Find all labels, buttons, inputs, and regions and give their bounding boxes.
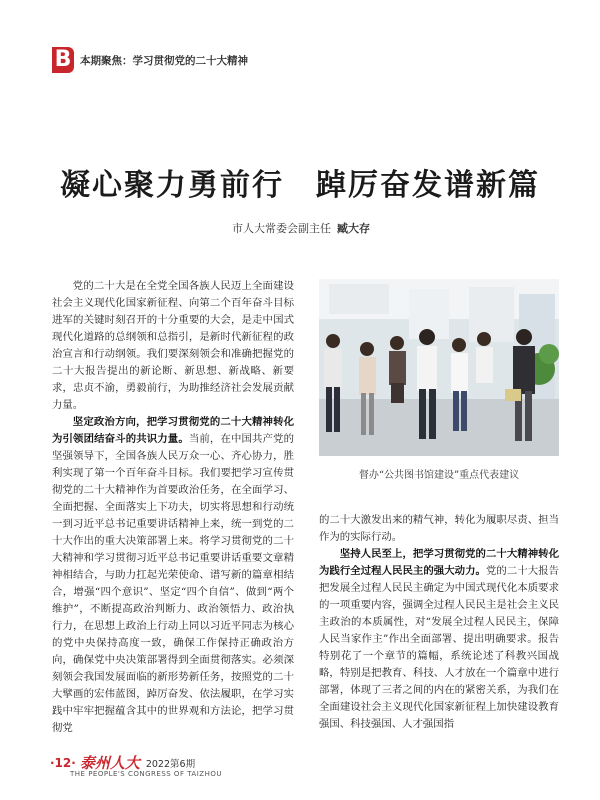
paragraph-lead: 坚持人民至上，把学习贯彻党的二十大精神转化为践行全过程人民民主的强大动力。 (319, 548, 559, 577)
paragraph-body: 当前，在中国共产党的坚强领导下，全国各族人民万众一心、齐心协力，胜利实现了第一个百年奋斗目标。我们要把学习宣传贯彻党的二十大精神作为首要政治任务，在全面学习、全面把握、全面落实上下功夫，切实将思想和行动统一到习近平总书记重要讲话精神上来，统一到党的二十大作出的重大决策部署上来。将学习贯彻党的二十大精神和学习贯彻习近平总书记重要讲话重要文章精神相结合，与助力扛起光荣使命、谱写新的篇章相结合，增强“四个意识”、坚定“四个自信”、做到“两个维护”，不断提高政治判断力、政治领悟力、政治执行力，在思想上政治上行动上同以习近平同志为核心的党中央保持高度一致，确保工作保持正确政治方向，确保党中央决策部署得到全面贯彻落实。必须深刻领会我国发展面临的新形势新任务，按照党的二十大擘画的宏伟蓝图，踔厉奋发、依法履职，在学习实践中牢牢把握蕴含其中的世界观和方法论，把学习贯彻党 (52, 433, 294, 734)
paragraph-body: 党的二十大报告把发展全过程人民民主确定为中国式现代化本质要求的一项重要内容，强调全过程人民民主是社会主义民主政治的本质属性，对“发展全过程人民民主，保障人民当家作主”作出全面部署、提出明确要求。报告特别花了一个章节的篇幅，系统论述了科教兴国战略，特别是把教育、科技、人才放在一个篇章中进行部署，体现了三者之间的内在的紧密关系，为我们在全面建设社会主义现代化国家新征程上加快建设教育强国、科技强国、人才强国指 (319, 565, 560, 730)
paragraph-lead: 坚定政治方向，把学习贯彻党的二十大精神转化为引领团结奋斗的共识力量。 (52, 416, 294, 445)
section-label: 本期聚焦：学习贯彻党的二十大精神 (80, 54, 248, 67)
photo-illustration (319, 279, 559, 456)
paragraph (319, 546, 559, 733)
magazine-english-name: THE PEOPLE'S CONGRESS OF TAIZHOU (70, 770, 222, 778)
section-header (52, 47, 248, 73)
left-column (52, 278, 294, 737)
author-name: 臧大存 (337, 222, 370, 235)
issue-number: 2022第6期 (145, 758, 196, 770)
article-title: 凝心聚力勇前行 踔厉奋发谱新篇 (60, 168, 540, 203)
paragraph: 党的二十大是在全党全国各族人民迈上全面建设社会主义现代化国家新征程、向第二个百年奋斗目标进军的关键时刻召开的十分重要的大会，是走中国式现代化道路的总纲领和总指引，是新时代新征程的政治宣言和行动纲领。我们要深刻领会和准确把握党的二十大报告提出的新论断、新思想、新战略、新要求，忠贞不渝，勇毅前行，为助推经济社会发展贡献力量。 (52, 280, 294, 411)
photo-caption: 督办“公共图书馆建设”重点代表建议 (358, 470, 520, 481)
author-role: 市人大常委会副主任 (232, 222, 331, 235)
magazine-name: 泰州人大 (79, 754, 140, 772)
paragraph (52, 414, 294, 737)
paragraph: 的二十大激发出来的精气神，转化为履职尽责、担当作为的实际行动。 (319, 514, 559, 543)
article-photo (319, 279, 559, 456)
section-logo: B (52, 47, 74, 73)
article-byline (232, 220, 370, 236)
page-number: ·12· (50, 755, 76, 770)
right-column (319, 512, 559, 733)
